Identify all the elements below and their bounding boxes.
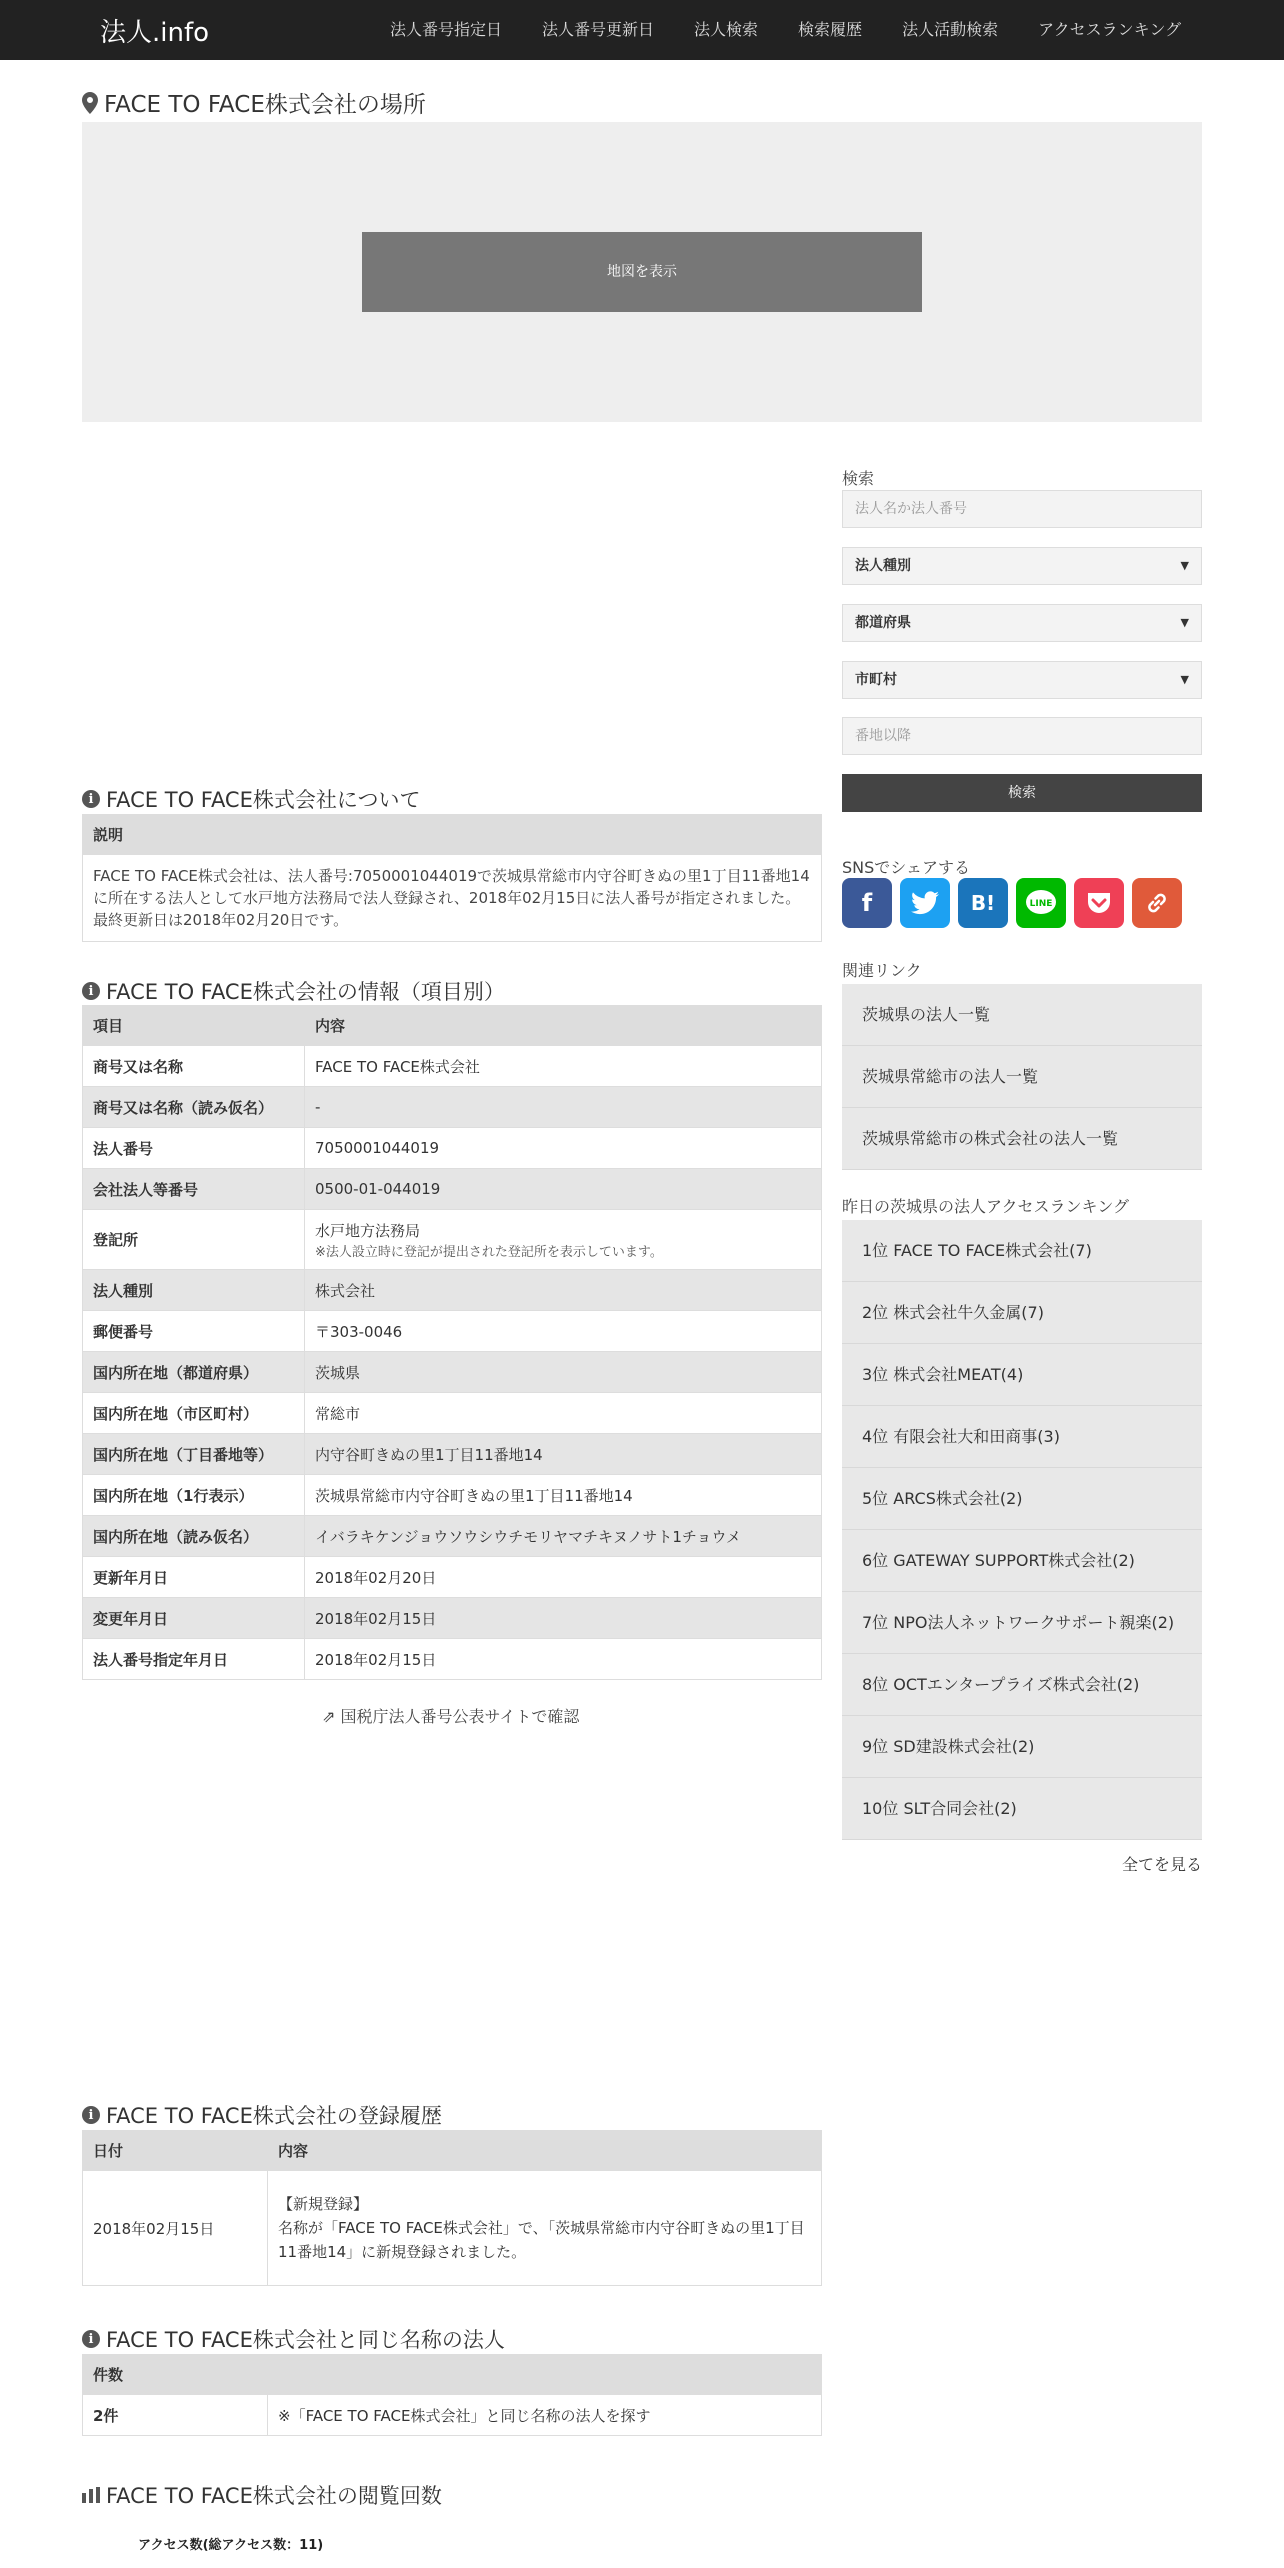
same-name-search-link[interactable]: ※「FACE TO FACE株式会社」と同じ名称の法人を探す (268, 2395, 822, 2436)
svg-text:LINE: LINE (1029, 899, 1053, 909)
details-heading (82, 976, 505, 1006)
about-header: 説明 (83, 815, 822, 855)
corp-type-select[interactable]: 法人種別 ▼ (842, 547, 1202, 585)
related-link-item[interactable]: 茨城県常総市の株式会社の法人一覧 (842, 1108, 1202, 1170)
about-description: FACE TO FACE株式会社は、法人番号:7050001044019で茨城県常総市内守谷町きぬの里1丁目11番地14に所在する法人として水戸地方法務局で法人登録され、2018年02月15日に法人番号が指定されました。最終更新日は2018年02月20日です。 (83, 855, 822, 942)
views-heading (82, 2480, 442, 2510)
table-row: 郵便番号 〒303-0046 (83, 1311, 822, 1352)
table-row: 国内所在地（市区町村） 常総市 (83, 1393, 822, 1434)
details-table (82, 1005, 822, 1680)
nav-activity-search[interactable]: 法人活動検索 (902, 20, 999, 39)
table-row: 商号又は名称 FACE TO FACE株式会社 (83, 1046, 822, 1087)
nta-confirm-link[interactable]: ⇗ 国税庁法人番号公表サイトで確認 (322, 1707, 580, 1726)
pocket-icon[interactable] (1074, 878, 1124, 928)
ranking-item[interactable]: 1位 FACE TO FACE株式会社(7) (842, 1220, 1202, 1282)
facebook-icon[interactable]: f (842, 878, 892, 928)
table-row: 商号又は名称（読み仮名） - (83, 1087, 822, 1128)
related-label: 関連リンク (842, 961, 922, 980)
table-row (83, 2171, 822, 2286)
about-table (82, 814, 822, 942)
info-icon: i (82, 982, 100, 1000)
see-all-link[interactable]: 全てを見る (1121, 1855, 1202, 1874)
search-label: 検索 (842, 469, 875, 488)
about-title: FACE TO FACE株式会社について (106, 788, 421, 812)
about-heading (82, 784, 420, 814)
history-title: FACE TO FACE株式会社の登録履歴 (106, 2104, 442, 2128)
twitter-icon[interactable] (900, 878, 950, 928)
same-name-table (82, 2354, 822, 2436)
ranking-label: 昨日の茨城県の法人アクセスランキング (842, 1197, 1130, 1216)
table-row: 国内所在地（丁目番地等） 内守谷町きぬの里1丁目11番地14 (83, 1434, 822, 1475)
same-name-count: 2件 (83, 2395, 268, 2436)
main-nav (370, 0, 1201, 60)
ranking-item[interactable]: 10位 SLT合同会社(2) (842, 1778, 1202, 1840)
ranking-item[interactable]: 7位 NPO法人ネットワークサポート親楽(2) (842, 1592, 1202, 1654)
ranking-item[interactable]: 3位 株式会社MEAT(4) (842, 1344, 1202, 1406)
col-item-header: 項目 (83, 1006, 305, 1046)
col-date-header: 日付 (83, 2131, 268, 2171)
table-row: 登記所 水戸地方法務局 ※法人設立時に登記が提出された登記所を表示しています。 (83, 1210, 822, 1270)
address-input[interactable]: 番地以降 (842, 717, 1202, 755)
views-title: FACE TO FACE株式会社の閲覧回数 (106, 2484, 442, 2508)
chevron-down-icon: ▼ (1180, 673, 1189, 686)
location-heading (82, 86, 426, 119)
ranking-item[interactable]: 9位 SD建設株式会社(2) (842, 1716, 1202, 1778)
prefecture-select[interactable]: 都道府県 ▼ (842, 604, 1202, 642)
city-select[interactable]: 市町村 ▼ (842, 661, 1202, 699)
location-title: FACE TO FACE株式会社の場所 (104, 92, 426, 118)
info-icon: i (82, 2106, 100, 2124)
sns-buttons (842, 878, 1182, 928)
history-table (82, 2130, 822, 2286)
table-row: 法人番号指定年月日 2018年02月15日 (83, 1639, 822, 1680)
history-text: 名称が「FACE TO FACE株式会社」で、「茨城県常総市内守谷町きぬの里1丁目11番地14」に新規登録されました。 (278, 2219, 805, 2261)
count-header: 件数 (83, 2355, 822, 2395)
table-row: 国内所在地（1行表示） 茨城県常総市内守谷町きぬの里1丁目11番地14 (83, 1475, 822, 1516)
ranking-item[interactable]: 6位 GATEWAY SUPPORT株式会社(2) (842, 1530, 1202, 1592)
table-row: 更新年月日 2018年02月20日 (83, 1557, 822, 1598)
table-row: 会社法人等番号 0500-01-044019 (83, 1169, 822, 1210)
nav-access-ranking[interactable]: アクセスランキング (1038, 20, 1182, 39)
show-map-button[interactable]: 地図を表示 (362, 232, 922, 312)
related-link-item[interactable]: 茨城県常総市の法人一覧 (842, 1046, 1202, 1108)
registry-note: ※法人設立時に登記が提出された登記所を表示しています。 (315, 1244, 663, 1260)
nav-updated-date[interactable]: 法人番号更新日 (542, 20, 655, 39)
hatena-icon[interactable]: B! (958, 878, 1008, 928)
nav-corp-search[interactable]: 法人検索 (694, 20, 759, 39)
col-content-header: 内容 (305, 1006, 822, 1046)
search-name-input[interactable]: 法人名か法人番号 (842, 490, 1202, 528)
site-logo[interactable]: 法人.info (100, 18, 210, 48)
history-date: 2018年02月15日 (83, 2171, 268, 2286)
chevron-down-icon: ▼ (1180, 616, 1189, 629)
same-name-heading (82, 2324, 505, 2354)
ranking-item[interactable]: 2位 株式会社牛久金属(7) (842, 1282, 1202, 1344)
table-row: 変更年月日 2018年02月15日 (83, 1598, 822, 1639)
chevron-down-icon: ▼ (1180, 559, 1189, 572)
search-button[interactable]: 検索 (842, 774, 1202, 812)
table-row (83, 2395, 822, 2436)
history-heading (82, 2100, 442, 2130)
access-count-label: アクセス数(総アクセス数：11) (138, 2538, 324, 2553)
details-title: FACE TO FACE株式会社の情報（項目別） (106, 980, 505, 1004)
ranking-item[interactable]: 8位 OCTエンタープライズ株式会社(2) (842, 1654, 1202, 1716)
col-history-content-header: 内容 (268, 2131, 822, 2171)
table-row: 国内所在地（読み仮名） イバラキケンジョウソウシウチモリヤマチキヌノサト1チョウメ (83, 1516, 822, 1557)
link-icon[interactable] (1132, 878, 1182, 928)
same-name-title: FACE TO FACE株式会社と同じ名称の法人 (106, 2328, 505, 2352)
ranking-list (842, 1220, 1202, 1840)
ranking-item[interactable]: 5位 ARCS株式会社(2) (842, 1468, 1202, 1530)
nav-search-history[interactable]: 検索履歴 (798, 20, 863, 39)
navbar (0, 0, 1284, 60)
line-icon[interactable] (1016, 878, 1066, 928)
external-link-icon: ⇗ (322, 1707, 336, 1726)
history-tag: 【新規登録】 (278, 2195, 369, 2213)
map-area (82, 122, 1202, 422)
table-row: 法人番号 7050001044019 (83, 1128, 822, 1169)
related-link-item[interactable]: 茨城県の法人一覧 (842, 984, 1202, 1046)
map-marker-icon (82, 92, 98, 114)
related-links (842, 984, 1202, 1170)
nav-designated-date[interactable]: 法人番号指定日 (390, 20, 503, 39)
bar-chart-icon (82, 2487, 100, 2503)
sns-label: SNSでシェアする (842, 858, 970, 877)
info-icon: i (82, 790, 100, 808)
ranking-item[interactable]: 4位 有限会社大和田商事(3) (842, 1406, 1202, 1468)
table-row: 国内所在地（都道府県） 茨城県 (83, 1352, 822, 1393)
info-icon: i (82, 2330, 100, 2348)
table-row: 法人種別 株式会社 (83, 1270, 822, 1311)
